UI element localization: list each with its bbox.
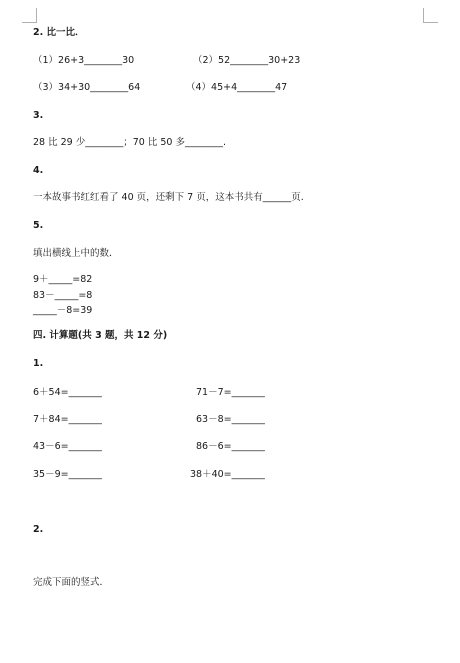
part-4-q1-number: 1. — [33, 358, 44, 369]
section-5-intro: 填出横线上中的数． — [33, 248, 119, 259]
exercise-5: 43－6=_______ — [33, 441, 102, 452]
exercise-3: 7＋84=_______ — [33, 414, 102, 425]
part-4-q2-instruction: 完成下面的竖式． — [33, 577, 110, 588]
section-4-title: 4. — [33, 165, 44, 176]
part-4-heading: 四. 计算题(共 3 题，共 12 分) — [33, 330, 168, 341]
section-3-text: 28 比 29 少________；70 比 50 多________. — [33, 137, 226, 148]
exercise-2: 71－7=_______ — [196, 387, 265, 398]
compare-3: （3）34+30________64 — [33, 82, 141, 93]
section-4-text: 一本故事书红红看了 40 页，还剩下 7 页，这本书共有______页. — [33, 192, 304, 203]
exercise-6: 86－6=_______ — [196, 441, 265, 452]
crop-mark-top-right — [423, 8, 438, 23]
compare-1: （1）26+3________30 — [33, 55, 135, 66]
fill-row-2: 83－_____=8 — [33, 290, 93, 301]
compare-4: （4）45+4________47 — [186, 82, 288, 93]
exercise-8: 38＋40=_______ — [190, 469, 265, 480]
exercise-1: 6＋54=_______ — [33, 387, 102, 398]
fill-row-1: 9＋_____=82 — [33, 274, 93, 285]
exercise-7: 35－9=_______ — [33, 469, 102, 480]
section-2-title: 2. 比一比． — [33, 27, 85, 38]
crop-mark-top-left — [22, 8, 37, 23]
part-4-q2-number: 2. — [33, 524, 44, 535]
exercise-4: 63－8=_______ — [196, 414, 265, 425]
compare-2: （2）52________30+23 — [193, 55, 301, 66]
fill-row-3: _____－8=39 — [33, 305, 93, 316]
section-5-title: 5. — [33, 220, 44, 231]
section-3-title: 3. — [33, 110, 44, 121]
